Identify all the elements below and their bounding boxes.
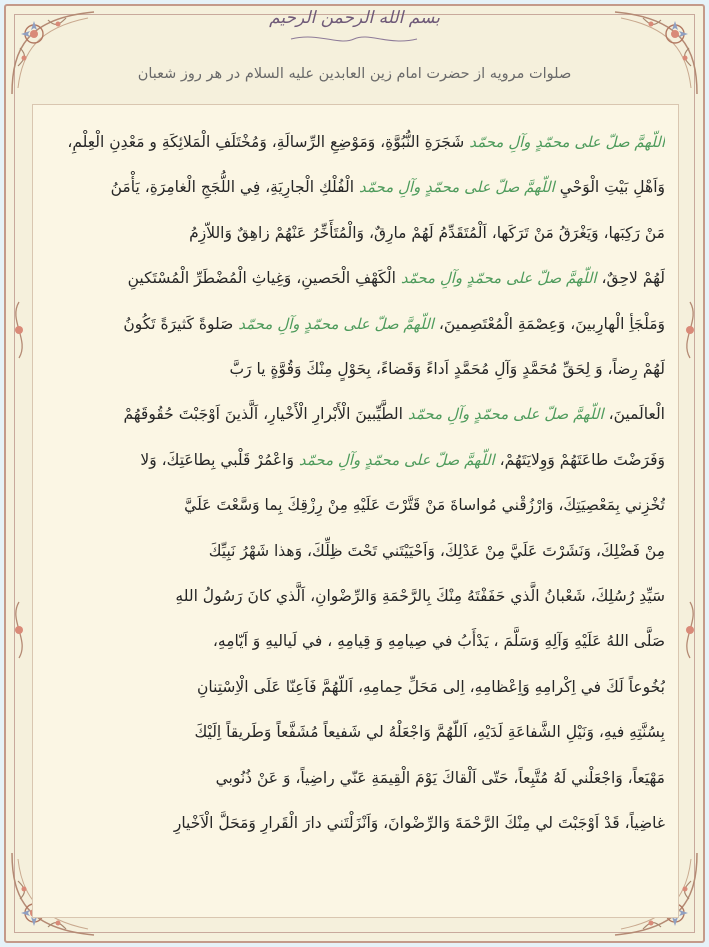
prayer-line [44,665,665,710]
prayer-line [44,756,665,801]
prayer-line [44,619,665,664]
prayer-segment: بِسُنَّتِهِ فيهِ، وَنَيْلِ الشَّفاعَةِ لَدَيْهِ، اَللّهُمَّ وَاجْعَلْهُ لي شَفيعاً مُشَفَّعاً وَطَريقاً اِلَيْكَ [194,723,665,742]
prayer-segment: الْعالَمينَ، [603,405,665,424]
prayer-text [44,120,665,847]
prayer-segment: مِنْ فَضْلِكَ، وَنَشَرْتَ عَلَيَّ مِنْ عَدْلِكَ، وَاَحْيَيْتَني تَحْتَ ظِلِّكَ، وَهذا شَهْرُ نَبِيِّكَ [208,541,665,560]
prayer-segment: سَيِّدِ رُسُلِكَ، شَعْبانُ الَّذي حَفَفْتَهُ مِنْكَ بِالرَّحْمَةِ وَالرِّضْوانِ، اَلَّذي كانَ رَسُولُ اللهِ [175,587,665,606]
prayer-segment: وَاعْمُرْ قَلْبي بِطاعَتِكَ، وَلا [140,450,299,469]
prayer-segment: الْكَهْفِ الْحَصينِ، وَغِياثِ الْمُضْطَرِّ الْمُسْتَكينِ [127,269,401,288]
prayer-line [44,120,665,165]
prayer-line [44,392,665,437]
prayer-segment: لَهُمْ رِضاً، وَ لِحَقِّ مُحَمَّدٍ وَآلِ مُحَمَّدٍ اَداءً وَقَضاءً، بِحَوْلٍ مِنْكَ وَقُوَّةٍ يا رَبَّ [229,360,665,379]
prayer-segment: صَلوةً كَثيرَةً تَكُونُ [123,314,239,333]
prayer-line [44,211,665,256]
prayer-segment: تُخْزِني بِمَعْصِيَتِكَ، وَارْزُقْني مُواساةَ مَنْ قَتَّرْتَ عَلَيْهِ مِنْ رِزْقِكَ بِما وَسَّعْتَ عَلَيَّ [184,496,665,515]
salawat-phrase: اللّهمَّ صلّ علی محمّدٍ وآلِ محمّد [400,269,597,288]
prayer-segment: بُخُوعاً لَكَ في اِكْرامِهِ وَاِعْظامِهِ، اِلى مَحَلِّ حِمامِهِ، اَللّهُمَّ فَاَعِنّا عَلَى الْاِسْتِنانِ [196,677,665,696]
prayer-segment: شَجَرَةِ النُّبُوَّةِ، وَمَوْضِعِ الرِّسالَةِ، وَمُخْتَلَفِ الْمَلائِكَةِ و مَعْدِنِ الْعِلْمِ، [67,133,470,151]
salawat-phrase: اللّهمَّ صلّ علی محمّدٍ وآلِ محمّد [238,314,434,333]
prayer-segment: الْفُلْكِ الْجارِيَةِ، فِي اللُّجَجِ الْغامِرَةِ، يَأْمَنُ [110,178,359,197]
prayer-line [44,710,665,755]
prayer-segment: مَهْيَعاً، وَاجْعَلْني لَهُ مُتَّبِعاً، حَتّى اَلْقاكَ يَوْمَ الْقِيمَةِ عَنّي راضِياً، وَ عَنْ ذُنُوبي [215,768,665,787]
side-ornament-icon [6,600,32,660]
side-ornament-icon [677,600,703,660]
prayer-segment: غاضِياً، قَدْ اَوْجَبْتَ لي مِنْكَ الرَّحْمَةَ وَالرِّضْوانَ، وَاَنْزَلْتَني دارَ الْقَرارِ وَمَحَلَّ الْاَخْيارِ [173,814,665,833]
prayer-title: صلوات مرویه از حضرت امام زین العابدین علیه السلام در هر روز شعبان [137,66,572,82]
salawat-phrase: اللّهمَّ صلّ علی محمّدٍ وآلِ محمّد [407,405,604,424]
prayer-segment: مَنْ رَكِبَها، وَيَغْرَقُ مَنْ تَرَكَها، اَلْمُتَقَدِّمُ لَهُمْ مارِقٌ، وَالْمُتَأَخِّرُ عَنْهُمْ زاهِقٌ وَاللاّزِمُ [189,223,665,242]
prayer-line [44,801,665,846]
prayer-segment: لَهُمْ لاحِقٌ، [596,269,665,288]
prayer-line [44,529,665,574]
salawat-phrase: اللّهمَّ صلّ علی محمّدٍ وآلِ محمّد [358,178,555,197]
prayer-segment: الطَّيِّبينَ الْأَبْرارِ الْأَخْيارِ، اَلَّذينَ اَوْجَبْتَ حُقُوقَهُمْ [123,405,408,424]
salawat-phrase: اللّهمَّ صلّ علی محمّدٍ وآلِ محمّد [298,450,495,469]
side-ornament-icon [6,300,32,360]
side-ornament-icon [677,300,703,360]
basmala-flourish-icon [289,32,419,46]
prayer-segment: وَاَهْلِ بَيْتِ الْوَحْيِ [554,178,665,197]
prayer-segment: وَمَلْجَأِ الْهارِبينَ، وَعِصْمَةِ الْمُعْتَصِمينَ، [433,314,665,333]
prayer-line [44,483,665,528]
prayer-segment: وَفَرَضْتَ طاعَتَهُمْ وَوِلايَتَهُمْ، [494,450,665,469]
prayer-line [44,256,665,301]
prayer-line [44,347,665,392]
basmala-heading: بسم الله الرحمن الرحیم [269,8,440,28]
salawat-phrase: اللّهمَّ صلّ علی محمّدٍ وآلِ محمّد [469,133,665,151]
prayer-segment: صَلَّى اللهُ عَلَيْهِ وَآلِهِ وَسَلَّمَ ، يَدْأَبُ في صِيامِهِ وَ قِيامِهِ ، في لَياليهِ وَ اَيّامِهِ، [212,632,665,651]
prayer-line [44,574,665,619]
prayer-line [44,302,665,347]
prayer-line [44,165,665,210]
prayer-line [44,438,665,483]
